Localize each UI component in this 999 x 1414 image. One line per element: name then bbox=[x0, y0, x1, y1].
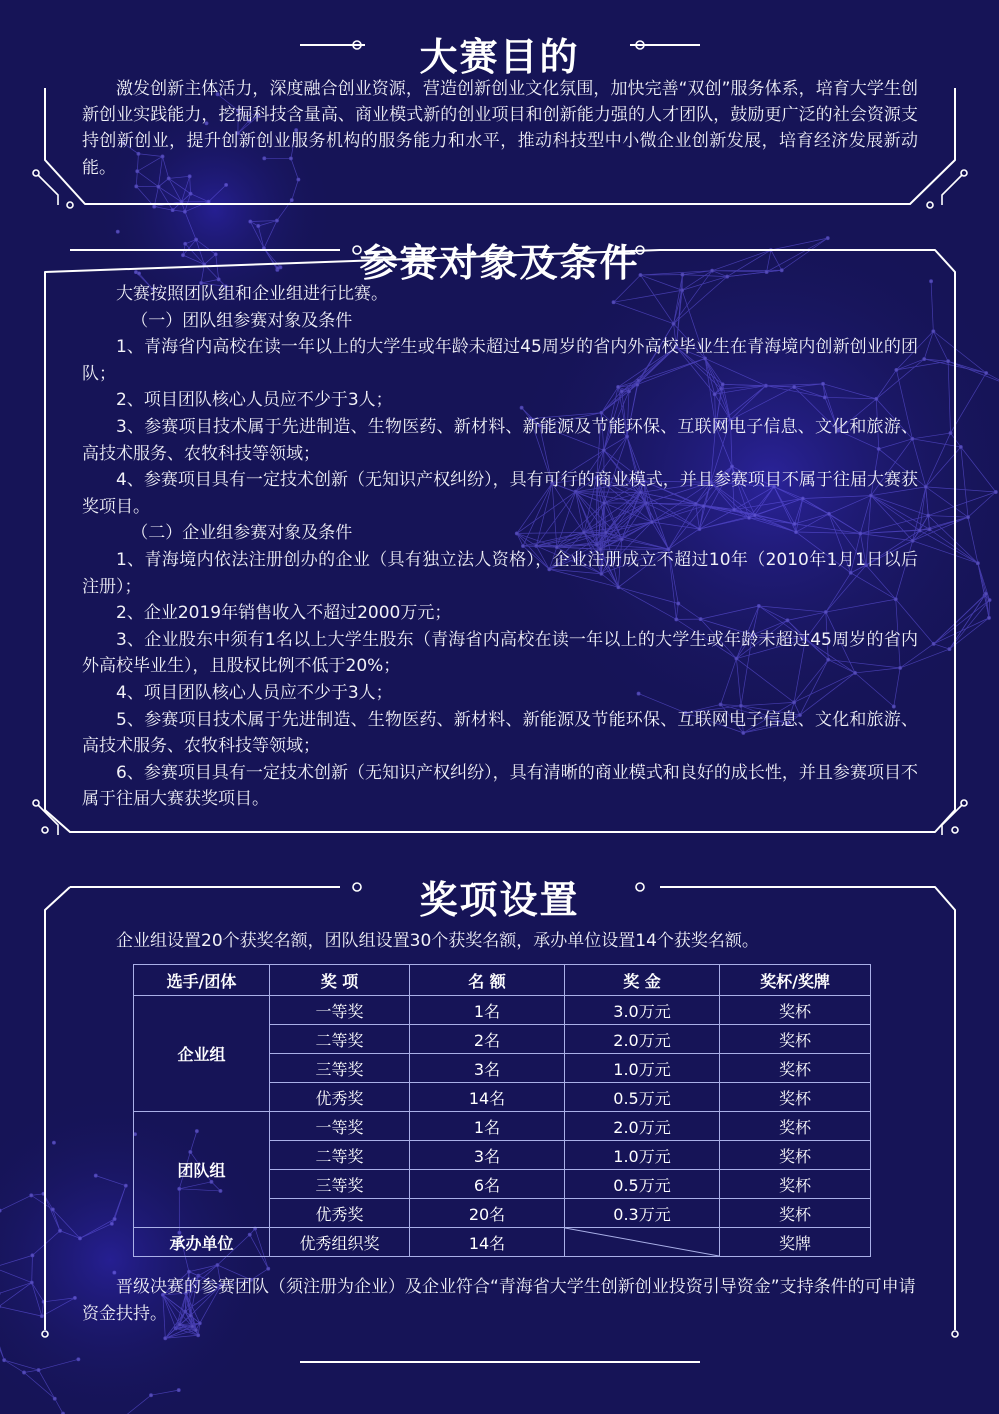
header-team: 选手/团体 bbox=[134, 965, 270, 996]
network-node bbox=[30, 1281, 33, 1284]
network-node bbox=[73, 1296, 76, 1299]
eligibility-line: 1、青海省内高校在读一年以上的大学生或年龄未超过45周岁的省内外高校毕业生在青海境内创新创业的团队； bbox=[82, 337, 918, 384]
network-node bbox=[985, 371, 988, 374]
network-node bbox=[164, 1337, 167, 1340]
award-cell: 优秀奖 bbox=[270, 1083, 410, 1112]
eligibility-line: 4、项目团队核心人员应不少于3人； bbox=[116, 682, 393, 703]
network-node bbox=[78, 1237, 81, 1240]
network-node bbox=[932, 642, 935, 645]
table-row bbox=[134, 1228, 871, 1257]
purpose-text: 激发创新主体活力，深度融合创业资源，营造创新创业文化氛围，加快完善“双创”服务体系，培育大学生创新创业实践能力，挖掘科技含量高、商业模式新的创业项目和创新能力强的人才团队，鼓励更广泛的社会资源支持创新创业，提升创新创业服务机构的服务能力和水平，推动科技型中小微企业创新发展，培育经济发展新动能。 bbox=[82, 79, 918, 178]
network-node bbox=[42, 1300, 45, 1303]
section-title-eligibility: 参赛对象及条件 bbox=[359, 241, 640, 285]
trophy-cell: 奖杯 bbox=[720, 1141, 871, 1170]
awards-footer bbox=[82, 1274, 918, 1328]
header-quota: 名 额 bbox=[410, 965, 565, 996]
network-node bbox=[157, 185, 160, 188]
network-node bbox=[194, 1328, 197, 1331]
awards-table bbox=[133, 964, 871, 1257]
prize-cell: 2.0万元 bbox=[565, 1025, 720, 1054]
trophy-cell: 奖杯 bbox=[720, 1170, 871, 1199]
table-row bbox=[134, 1112, 871, 1141]
diagonal-line bbox=[565, 1228, 719, 1256]
network-node bbox=[987, 616, 990, 619]
network-node bbox=[988, 598, 991, 601]
awards-intro: 企业组设置20个获奖名额，团队组设置30个获奖名额，承办单位设置14个获奖名额。 bbox=[116, 931, 759, 951]
eligibility-line: 1、青海境内依法注册创办的企业（具有独立法人资格），企业注册成立不超过10年（2010年1月1日以后注册）； bbox=[82, 549, 918, 597]
network-node bbox=[932, 330, 935, 333]
award-cell: 一等奖 bbox=[270, 1112, 410, 1141]
prize-cell: 1.0万元 bbox=[565, 1141, 720, 1170]
network-node bbox=[948, 647, 951, 650]
eligibility-content bbox=[82, 281, 918, 813]
awards-footer-text: 晋级决赛的参赛团队（须注册为企业）及企业符合“青海省大学生创新创业投资引导资金”支持条件的可申请资金扶持。 bbox=[82, 1277, 916, 1324]
trophy-cell: 奖杯 bbox=[720, 1025, 871, 1054]
group-cell-enterprise: 企业组 bbox=[134, 996, 270, 1112]
network-node bbox=[947, 360, 950, 363]
eligibility-line: 4、参赛项目具有一定技术创新（无知识产权纠纷），具有可行的商业模式，并且参赛项目不属于往届大赛获奖项目。 bbox=[82, 470, 918, 517]
network-node bbox=[58, 1229, 61, 1232]
network-node bbox=[22, 1371, 25, 1374]
trophy-cell: 奖杯 bbox=[720, 1083, 871, 1112]
network-node bbox=[40, 1315, 43, 1318]
network-node bbox=[180, 200, 183, 203]
network-node bbox=[959, 445, 962, 448]
network-node bbox=[183, 210, 186, 213]
quota-cell: 1名 bbox=[410, 1112, 565, 1141]
group-cell-organizer: 承办单位 bbox=[134, 1228, 270, 1257]
trophy-cell: 奖杯 bbox=[720, 1054, 871, 1083]
network-node bbox=[135, 185, 138, 188]
network-node bbox=[77, 1358, 80, 1361]
table-row bbox=[134, 996, 871, 1025]
group-cell-team: 团队组 bbox=[134, 1112, 270, 1228]
prize-cell: 3.0万元 bbox=[565, 996, 720, 1025]
network-node bbox=[267, 1267, 270, 1270]
network-node bbox=[31, 1254, 34, 1257]
network-node bbox=[177, 1389, 180, 1392]
award-cell: 三等奖 bbox=[270, 1054, 410, 1083]
section-title-awards: 奖项设置 bbox=[419, 878, 580, 922]
network-node bbox=[0, 1209, 1, 1212]
header-prize: 奖 金 bbox=[565, 965, 720, 996]
network-node bbox=[51, 1208, 54, 1211]
network-node bbox=[153, 205, 156, 208]
network-node bbox=[924, 485, 927, 488]
network-node bbox=[275, 219, 278, 222]
quota-cell: 14名 bbox=[410, 1228, 565, 1257]
network-node bbox=[290, 198, 293, 201]
eligibility-line: （一）团队组参赛对象及条件 bbox=[131, 310, 353, 331]
network-node bbox=[30, 1194, 33, 1197]
eligibility-line: 2、企业2019年销售收入不超过2000万元； bbox=[116, 603, 452, 624]
eligibility-line: 2、项目团队核心人员应不少于3人； bbox=[116, 390, 393, 411]
header-trophy: 奖杯/奖牌 bbox=[720, 965, 871, 996]
purpose-paragraph bbox=[82, 76, 918, 181]
award-cell: 优秀组织奖 bbox=[270, 1228, 410, 1257]
eligibility-line: 3、企业股东中须有1名以上大学生股东（青海省内高校在读一年以上的大学生或年龄未超过45周岁的省内外高校毕业生），且股权比例不低于20%； bbox=[82, 629, 918, 677]
prize-cell-empty-diagonal bbox=[565, 1228, 720, 1257]
header-award: 奖 项 bbox=[270, 965, 410, 996]
network-node bbox=[927, 514, 930, 517]
network-node bbox=[94, 1174, 97, 1177]
network-node bbox=[216, 1263, 219, 1266]
network-node bbox=[187, 1270, 190, 1273]
quota-cell: 3名 bbox=[410, 1141, 565, 1170]
network-node bbox=[124, 1184, 127, 1187]
network-node bbox=[249, 220, 252, 223]
trophy-cell: 奖杯 bbox=[720, 1199, 871, 1228]
network-node bbox=[207, 200, 210, 203]
trophy-cell: 奖杯 bbox=[720, 1112, 871, 1141]
network-node bbox=[3, 1359, 6, 1362]
prize-cell: 0.3万元 bbox=[565, 1199, 720, 1228]
award-cell: 三等奖 bbox=[270, 1170, 410, 1199]
network-node bbox=[110, 1222, 113, 1225]
award-cell: 一等奖 bbox=[270, 996, 410, 1025]
eligibility-line: 5、参赛项目技术属于先进制造、生物医药、新材料、新能源及节能环保、互联网电子信息、文化和旅游、高技术服务、农牧科技等领域； bbox=[82, 709, 918, 757]
quota-cell: 14名 bbox=[410, 1083, 565, 1112]
award-cell: 二等奖 bbox=[270, 1141, 410, 1170]
network-node bbox=[52, 1141, 55, 1144]
prize-cell: 0.5万元 bbox=[565, 1083, 720, 1112]
network-node bbox=[42, 1192, 45, 1195]
section-title-purpose: 大赛目的 bbox=[419, 35, 580, 79]
eligibility-line: （二）企业组参赛对象及条件 bbox=[131, 523, 353, 544]
network-node bbox=[225, 183, 228, 186]
network-node bbox=[257, 224, 260, 227]
network-node bbox=[149, 1394, 152, 1397]
quota-cell: 3名 bbox=[410, 1054, 565, 1083]
eligibility-line: 6、参赛项目具有一定技术创新（无知识产权纠纷），具有清晰的商业模式和良好的成长性，并且参赛项目不属于往届大赛获奖项目。 bbox=[82, 762, 918, 810]
network-node bbox=[53, 1397, 56, 1400]
prize-cell: 1.0万元 bbox=[565, 1054, 720, 1083]
award-cell: 二等奖 bbox=[270, 1025, 410, 1054]
network-node bbox=[994, 490, 997, 493]
prize-cell: 2.0万元 bbox=[565, 1112, 720, 1141]
quota-cell: 2名 bbox=[410, 1025, 565, 1054]
network-node bbox=[918, 529, 921, 532]
quota-cell: 20名 bbox=[410, 1199, 565, 1228]
eligibility-line: 3、参赛项目技术属于先进制造、生物医药、新材料、新能源及节能环保、互联网电子信息、文化和旅游、高技术服务、农牧科技等领域； bbox=[82, 416, 918, 464]
network-node bbox=[966, 516, 969, 519]
network-node bbox=[984, 592, 987, 595]
network-node bbox=[197, 1334, 200, 1337]
network-node bbox=[171, 208, 174, 211]
eligibility-line: 大赛按照团队组和企业组进行比赛。 bbox=[116, 284, 388, 304]
prize-cell: 0.5万元 bbox=[565, 1170, 720, 1199]
award-cell: 优秀奖 bbox=[270, 1199, 410, 1228]
network-node bbox=[949, 431, 952, 434]
network-node bbox=[923, 357, 926, 360]
network-node bbox=[113, 1217, 116, 1220]
network-node bbox=[189, 192, 192, 195]
network-node bbox=[37, 1368, 40, 1371]
quota-cell: 1名 bbox=[410, 996, 565, 1025]
trophy-cell: 奖杯 bbox=[720, 996, 871, 1025]
network-node bbox=[976, 562, 979, 565]
trophy-cell: 奖牌 bbox=[720, 1228, 871, 1257]
table-header-row bbox=[134, 965, 871, 996]
quota-cell: 6名 bbox=[410, 1170, 565, 1199]
